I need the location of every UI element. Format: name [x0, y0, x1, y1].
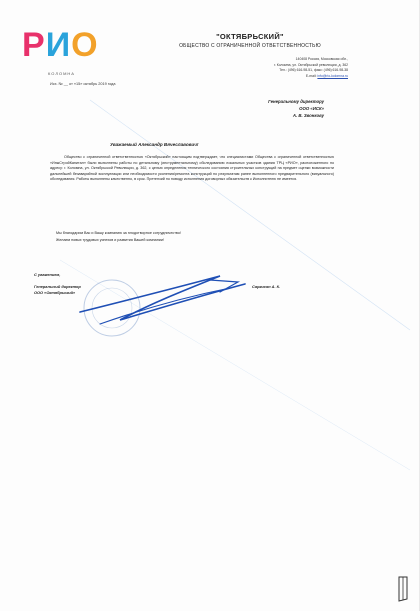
corner-fold-mark [395, 575, 413, 603]
stamp-and-signature [60, 262, 260, 342]
logo-letter-i: И [45, 26, 72, 64]
closing-line-3: ООО «Октябрьский» [34, 290, 76, 296]
addressee-line-1: Генеральному директору [268, 99, 324, 104]
company-header [150, 32, 350, 49]
addressee-line-2: ООО «ИСК» [299, 106, 324, 111]
rio-logo [22, 28, 99, 62]
thanks-line-2: Желаем новых трудовых успехов и развития Вашей компании! [56, 238, 164, 242]
reference-line: Исх. № __ от «15» октябрь 2019 года [50, 82, 116, 86]
email-label: E-mail: [305, 73, 317, 78]
company-address-block [170, 57, 348, 79]
thanks-line-1: Мы благодарим Вас и Вашу компанию за плодотворное сотрудничество! [56, 231, 181, 235]
address-line-2: г. Коломна, ул. Октябрьской революции, д. 362 [274, 62, 348, 67]
company-full-name: ОБЩЕСТВО С ОГРАНИЧЕННОЙ ОТВЕТСТВЕННОСТЬЮ [179, 43, 321, 49]
logo-letter-o: О [71, 26, 99, 64]
logo-subtitle: КОЛОМНА [48, 71, 75, 76]
signer-name: Саркисян А. К. [252, 284, 281, 289]
phone-line: Тел.: (496) 616-98-51, факс: (496) 616-98-38 [279, 68, 348, 73]
email-link[interactable]: info@rio-kolomna.ru [317, 73, 348, 78]
letter-body: Общество с ограниченной ответственностью «Октябрьский» настоящим подтверждает, что специалистами Общества с ограниченной ответственностью «ИнжСтройКапитал» были выполнены работы по детальному (инструментальному) обследованию локальных участков здания ТРЦ «РИО», расположенного по адресу: г. Коломна, ул. Октябрьской Революции, д. 362, с целью определения технического состояния строительных конструкций на предмет оценки возможности дальнейшей безаварийной эксплуатации или необходимости усиления/ремонта конструкций по результатам ранее выполненного предварительного (визуального) обследования. Работы выполнены качественно, в срок. Претензий по поводу исполнения договорных обязательств к Исполнителю не имеется. [50, 155, 334, 181]
logo-letter-r: Р [22, 26, 46, 64]
greeting: Уважаемый Александр Вячеславович! [110, 142, 199, 147]
address-line-1: 140408 Россия, Московская обл., [295, 57, 348, 61]
closing-line-1: С уважением, [34, 272, 61, 277]
addressee-line-3: А. В. Звонкову [292, 113, 324, 118]
addressee-block [212, 98, 324, 119]
closing-line-2: Генеральный директор [34, 284, 81, 290]
email-line [170, 74, 348, 80]
thanks-block [50, 230, 340, 244]
company-name: "ОКТЯБРЬСКИЙ" [216, 32, 284, 41]
closing-block [34, 272, 81, 297]
